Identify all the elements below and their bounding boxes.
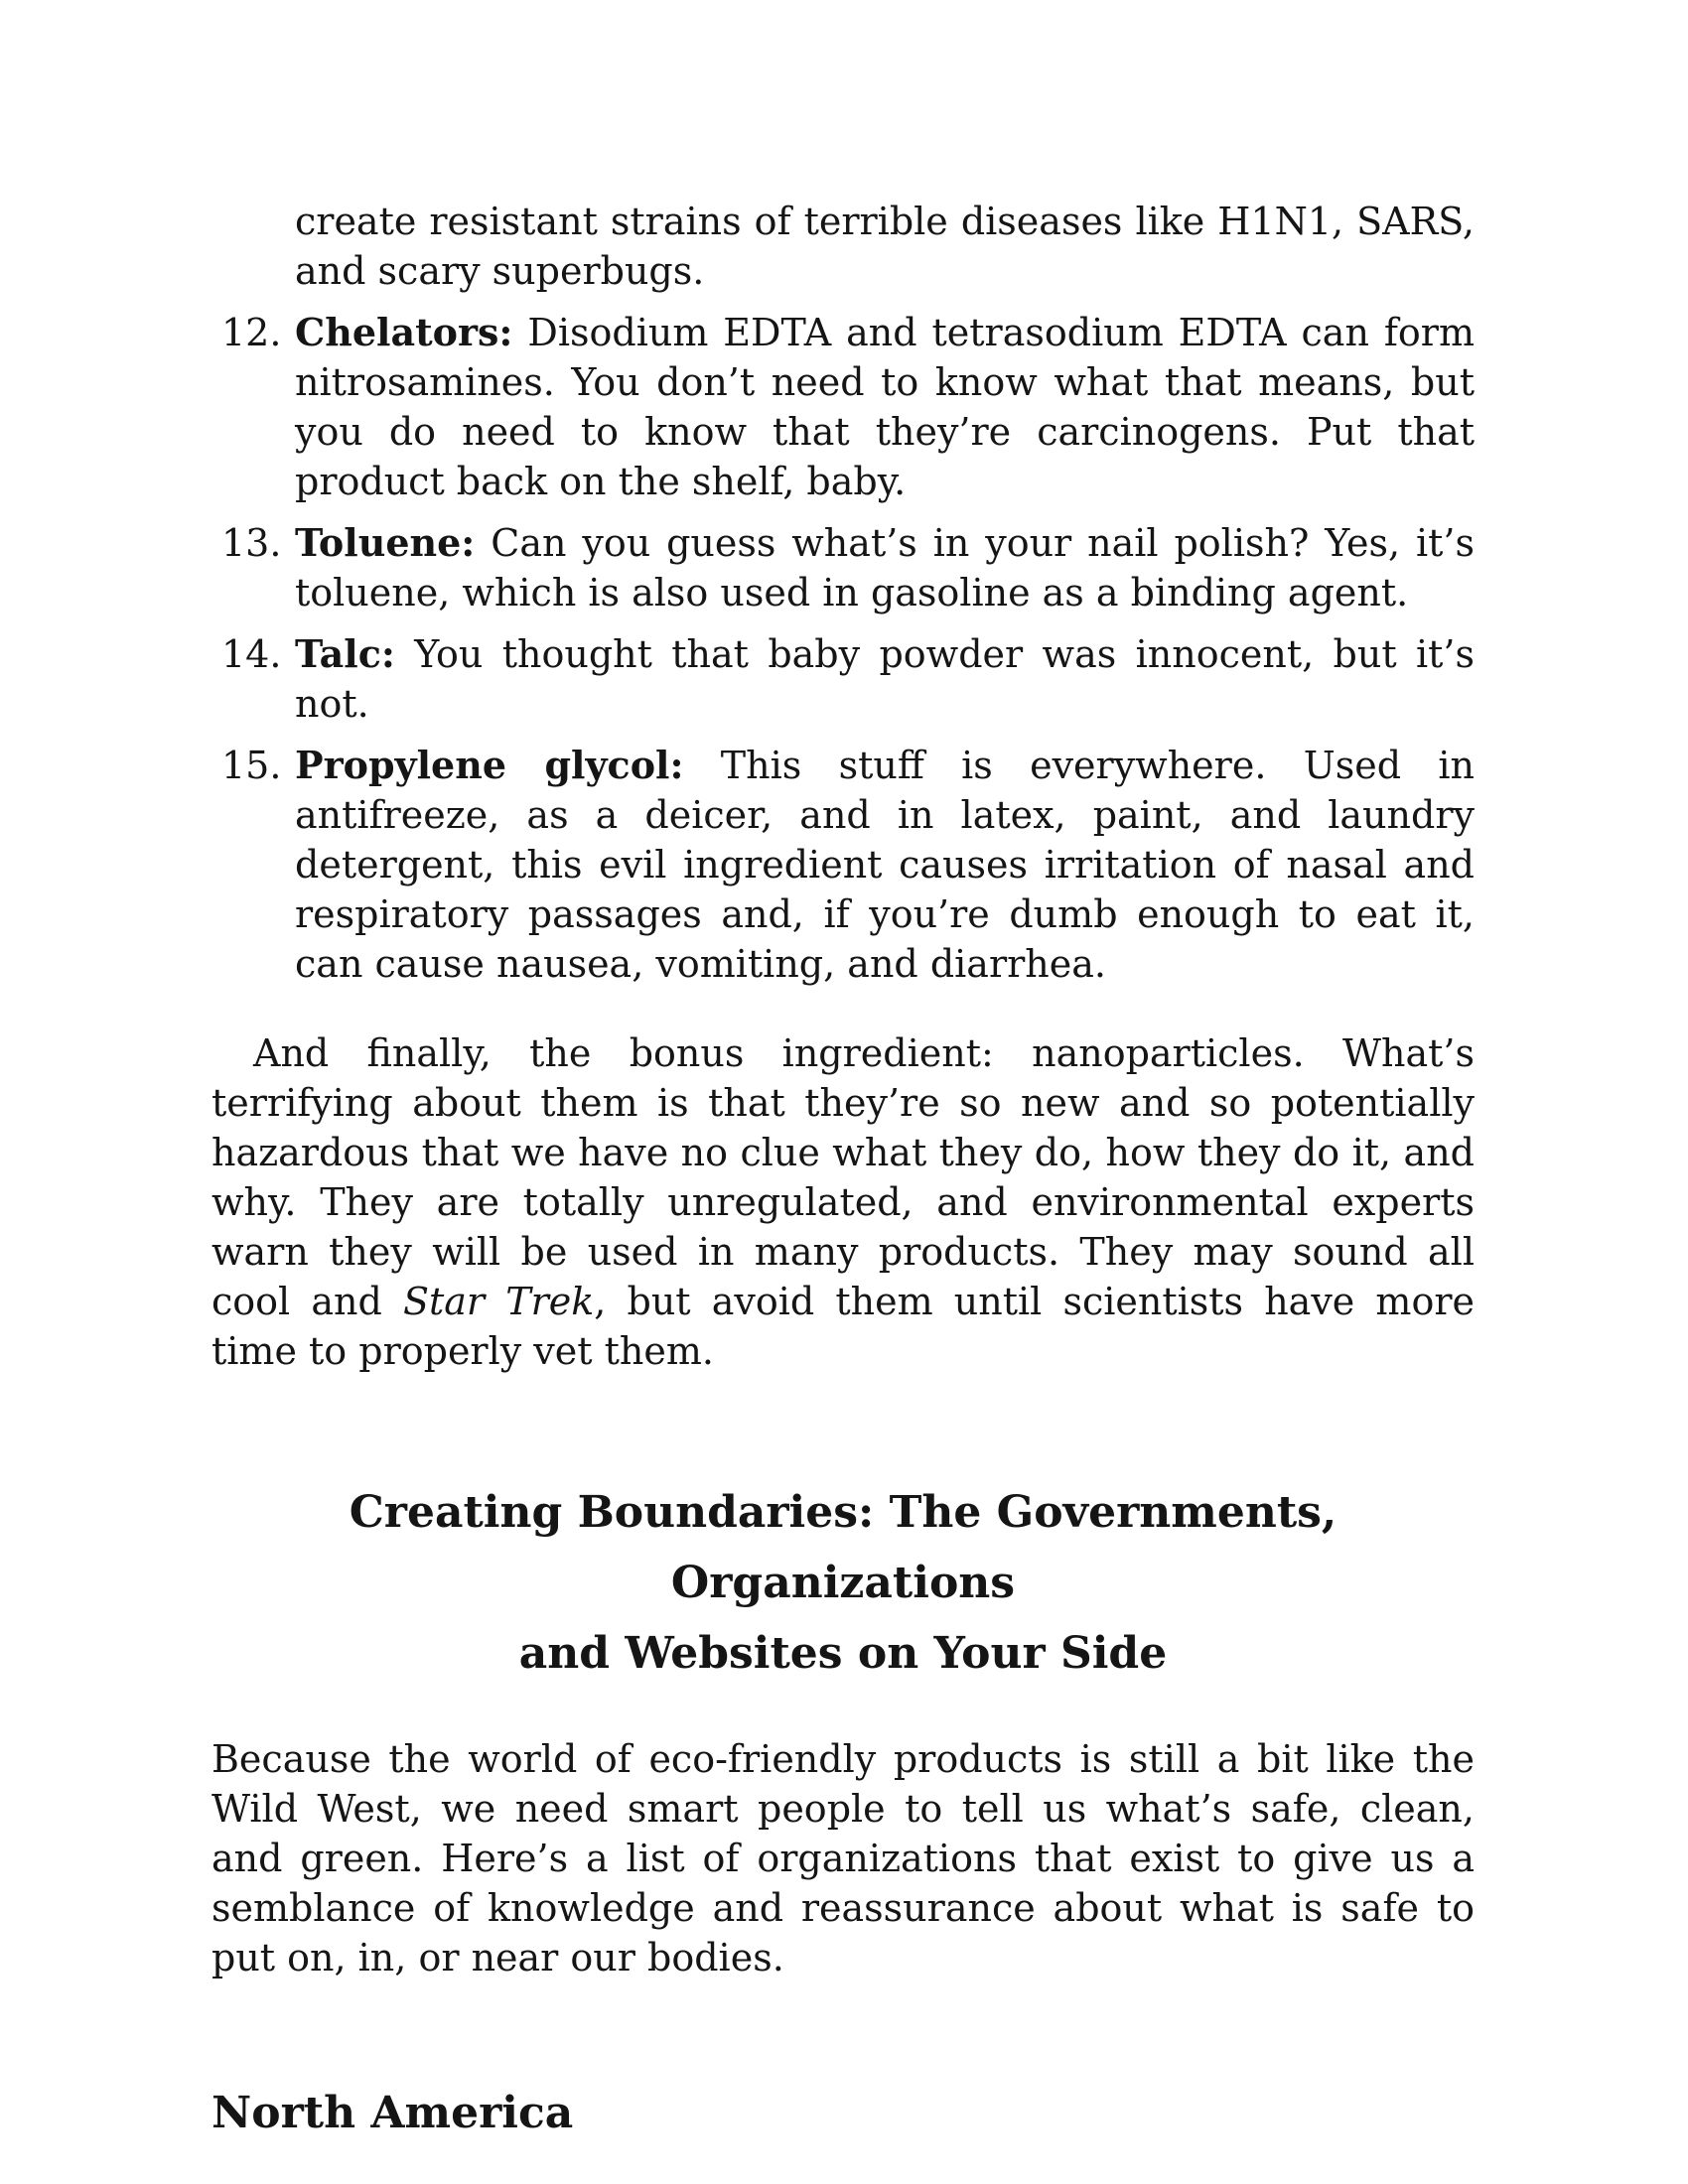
list-item-term: Toluene:: [295, 520, 476, 565]
list-item-number: 15.: [221, 744, 282, 787]
section-heading: [211, 1477, 1475, 1689]
list-item-term: Chelators:: [295, 310, 513, 354]
section-body-paragraph: Because the world of eco-friendly products is still a bit like the Wild West, we need smart people to tell us what’s safe, clean, and green. Here’s a list of organizations that exist to give us a semblance of knowledge and reassurance about what is safe to put on, in, or near our bodies.: [211, 1737, 1475, 1979]
list-item-text: Disodium EDTA and tetrasodium EDTA can form nitrosamines. You don’t need to know what that means, but you do need to know that they’re carcinogens. Put that product back on the shelf, baby.: [295, 311, 1475, 503]
list-item: [211, 741, 1475, 989]
bonus-ingredient-paragraph: [211, 1028, 1475, 1376]
list-item-term: Propylene glycol:: [295, 743, 684, 787]
section-heading-line-2: and Websites on Your Side: [518, 1628, 1168, 1679]
list-item: [211, 518, 1475, 617]
section-heading-line-1: Creating Boundaries: The Governments, Organizations: [349, 1487, 1337, 1608]
bonus-text-start: And finally, the bonus ingredient: nanoparticles. What’s terrifying about them is that they’re so new and so potentially hazardous that we have no clue what they do, how they do it, and why. They are totally unregulated, and environmental experts warn they will be used in many products. They may sound all cool and: [211, 1031, 1475, 1323]
list-item-term: Talc:: [295, 631, 395, 676]
bonus-text-end: , but avoid them until scientists have more time to properly vet them.: [211, 1280, 1475, 1373]
region-subheading: North America: [211, 2088, 574, 2138]
list-item: [211, 308, 1475, 506]
list-item-number: 13.: [221, 521, 282, 565]
star-trek-title: Star Trek: [402, 1280, 595, 1323]
list-item-text: You thought that baby powder was innocent, but it’s not.: [295, 632, 1475, 726]
list-item-text: This stuff is everywhere. Used in antifreeze, as a deicer, and in latex, paint, and laundry detergent, this evil ingredient causes irritation of nasal and respiratory passages and, if you’re dumb enough to eat it, can cause nausea, vomiting, and diarrhea.: [295, 744, 1475, 986]
list-item-number: 12.: [221, 311, 282, 354]
list-item-number: 14.: [221, 632, 282, 676]
book-page: [211, 197, 1475, 2143]
ingredient-list: [211, 308, 1475, 989]
list-item: [211, 629, 1475, 729]
list-item-text: Can you guess what’s in your nail polish? Yes, it’s toluene, which is also used in gasoline as a binding agent.: [295, 521, 1475, 614]
continued-list-text: create resistant strains of terrible diseases like H1N1, SARS, and scary superbugs.: [295, 200, 1475, 293]
